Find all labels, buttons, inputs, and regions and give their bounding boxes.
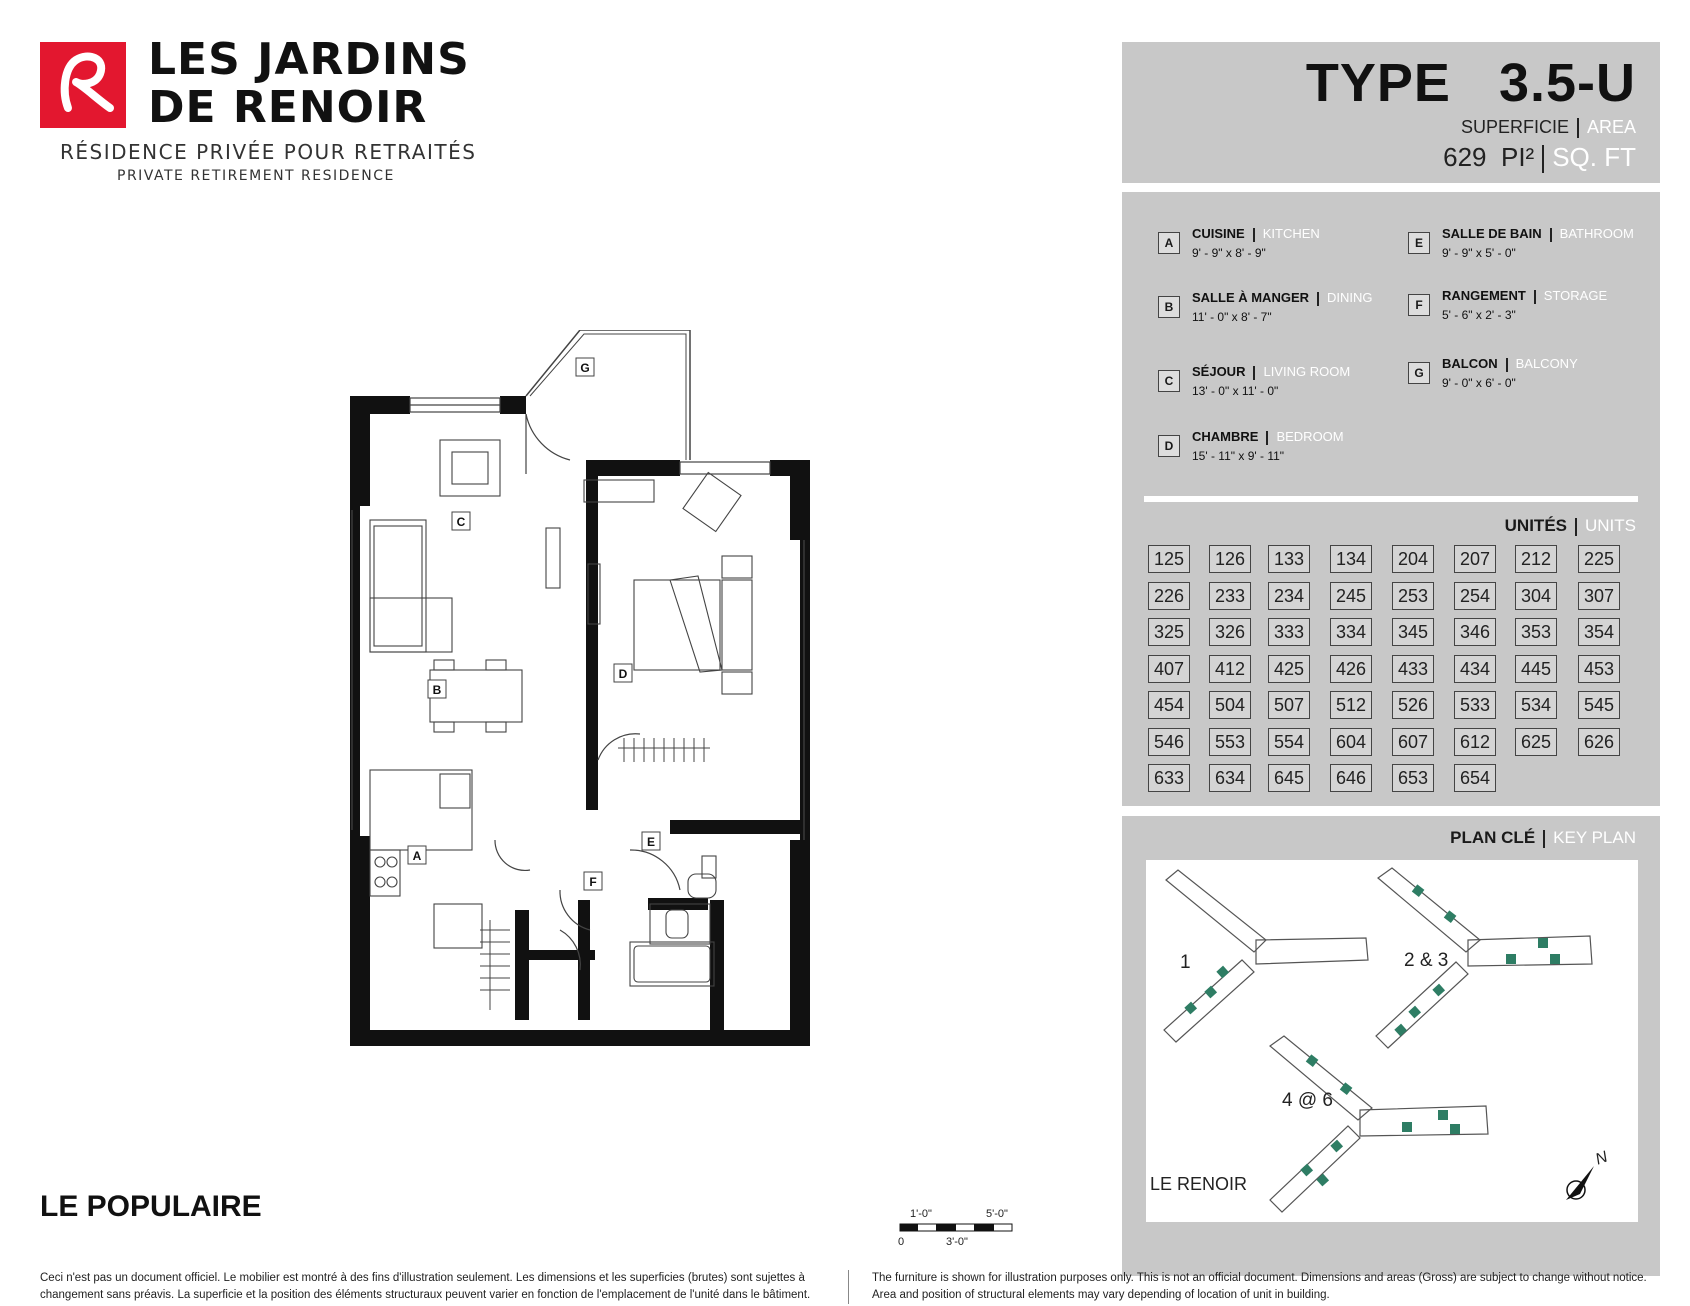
- floorplan-label-text: C: [456, 515, 466, 529]
- scale-bar-graphic: [898, 1222, 1018, 1234]
- keyplan-wing: [1166, 870, 1266, 952]
- separator: [1317, 292, 1319, 306]
- unit-cell: 626: [1578, 728, 1620, 756]
- unit-cell: 553: [1209, 728, 1251, 756]
- unit-cell: 612: [1454, 728, 1496, 756]
- separator: [1253, 366, 1255, 380]
- unit-cell: 504: [1209, 691, 1251, 719]
- keyplan-title: [1450, 828, 1636, 848]
- unit-cell: 253: [1392, 582, 1434, 610]
- unit-cell: 354: [1578, 618, 1620, 646]
- room-dimensions: 5' - 6" x 2' - 3": [1442, 308, 1516, 322]
- room-name-fr: BALCON: [1442, 356, 1498, 371]
- room-name-fr: RANGEMENT: [1442, 288, 1526, 303]
- floorplan-label-e: [642, 832, 660, 850]
- model-name: LE POPULAIRE: [40, 1190, 262, 1223]
- keyplan-wing: [1468, 936, 1592, 966]
- area-value: 629: [1443, 142, 1487, 172]
- type-label: TYPE: [1305, 53, 1451, 113]
- room-name: [1442, 288, 1607, 304]
- keyplan-map: [1146, 860, 1638, 1222]
- unit-cell: 134: [1330, 545, 1372, 573]
- r-logo-icon: [40, 42, 126, 128]
- room-dimensions: 9' - 9" x 5' - 0": [1442, 246, 1516, 260]
- disclaimer-en: [872, 1270, 1672, 1304]
- unit-cell: 125: [1148, 545, 1190, 573]
- room-name: [1192, 364, 1350, 380]
- room-name: [1442, 226, 1634, 242]
- keyplan-wing: [1378, 868, 1480, 952]
- scale-label-zero: 0: [898, 1236, 905, 1248]
- disclaimer-en-line1: The furniture is shown for illustration purposes only. This is not an official document. Dimensions and areas (Gross) are subject to change without notice.: [872, 1272, 1647, 1284]
- rooms-panel: [1122, 192, 1660, 806]
- unit-cell: 646: [1330, 764, 1372, 792]
- room-name: [1192, 290, 1373, 306]
- brand-title-line2: DE RENOIR: [148, 82, 428, 133]
- area-label-fr: SUPERFICIE: [1460, 117, 1569, 137]
- disclaimer-divider: [848, 1270, 849, 1304]
- unit-cell: 304: [1515, 582, 1557, 610]
- floorplan-label-c: [452, 512, 470, 530]
- unit-cell: 345: [1392, 618, 1434, 646]
- room-dimensions: 11' - 0" x 8' - 7": [1192, 310, 1272, 324]
- unit-cell: 334: [1330, 618, 1372, 646]
- keyplan-title-en: KEY PLAN: [1553, 828, 1636, 847]
- unit-cell: 325: [1148, 618, 1190, 646]
- keyplan-label-building-4-6: 4 @ 6: [1282, 1090, 1333, 1111]
- room-name-en: BEDROOM: [1276, 429, 1344, 444]
- scale-label-mid: 3'-0": [946, 1236, 968, 1248]
- keyplan-wing: [1256, 938, 1368, 964]
- room-letter-badge: E: [1408, 232, 1430, 254]
- separator: [1506, 358, 1508, 372]
- floorplan-label-text: F: [589, 875, 597, 889]
- room-name-en: KITCHEN: [1262, 226, 1320, 241]
- unit-cell: 526: [1392, 691, 1434, 719]
- scale-label-top-right: 5'-0": [986, 1208, 1008, 1220]
- disclaimer-fr: [40, 1270, 840, 1304]
- room-name: [1192, 226, 1320, 242]
- room-name-en: BALCONY: [1515, 356, 1578, 371]
- unit-cell: 204: [1392, 545, 1434, 573]
- separator: [1575, 518, 1577, 536]
- unit-cell: 226: [1148, 582, 1190, 610]
- room-dimensions: 9' - 9" x 8' - 9": [1192, 246, 1266, 260]
- units-title-fr: UNITÉS: [1504, 516, 1567, 535]
- area-unit-en: SQ. FT: [1552, 142, 1636, 172]
- room-dimensions: 9' - 0" x 6' - 0": [1442, 376, 1516, 390]
- room-name-en: BATHROOM: [1559, 226, 1634, 241]
- unit-cell: 653: [1392, 764, 1434, 792]
- unit-cell: 634: [1209, 764, 1251, 792]
- unit-cell: 607: [1392, 728, 1434, 756]
- room-letter-badge: C: [1158, 370, 1180, 392]
- keyplan-panel: [1122, 816, 1660, 1276]
- floorplan-label-f: [584, 872, 602, 890]
- unit-cell: 454: [1148, 691, 1190, 719]
- keyplan-label-building-2-3: 2 & 3: [1404, 950, 1449, 971]
- room-letter-badge: B: [1158, 296, 1180, 318]
- room-name-fr: SÉJOUR: [1192, 364, 1246, 379]
- unit-cell: 604: [1330, 728, 1372, 756]
- floor-plan: [330, 330, 810, 1050]
- unit-cell: 245: [1330, 582, 1372, 610]
- keyplan-building-name: LE RENOIR: [1150, 1174, 1248, 1194]
- unit-cell: 254: [1454, 582, 1496, 610]
- unit-cell: 546: [1148, 728, 1190, 756]
- unit-cell: 407: [1148, 655, 1190, 683]
- area-unit-fr: PI²: [1500, 142, 1535, 172]
- scale-label-top-left: 1'-0": [910, 1208, 932, 1220]
- floorplan-label-text: B: [432, 683, 442, 697]
- unit-cell: 512: [1330, 691, 1372, 719]
- north-arrow-icon: [1566, 1166, 1594, 1200]
- type-panel: [1122, 42, 1660, 183]
- room-name-en: LIVING ROOM: [1263, 364, 1351, 379]
- floorplan-label-b: [428, 680, 446, 698]
- unit-cell: 445: [1515, 655, 1557, 683]
- floorplan-label-g: [576, 358, 594, 376]
- unit-cell: 434: [1454, 655, 1496, 683]
- separator: [1534, 290, 1536, 304]
- room-letter-badge: F: [1408, 294, 1430, 316]
- unit-cell: 234: [1268, 582, 1310, 610]
- unit-cell: 126: [1209, 545, 1251, 573]
- separator: [1550, 228, 1552, 242]
- unit-cell: 212: [1515, 545, 1557, 573]
- area-labels: [1461, 117, 1636, 138]
- unit-cell: 453: [1578, 655, 1620, 683]
- unit-cell: 346: [1454, 618, 1496, 646]
- separator: [1542, 145, 1544, 173]
- panel-divider: [1144, 496, 1638, 502]
- disclaimer-fr-line1: Ceci n'est pas un document officiel. Le mobilier est montré à des fins d'illustration seulement. Les dimensions et les superficies (brutes) sont sujettes à: [40, 1272, 805, 1284]
- unit-cell: 533: [1454, 691, 1496, 719]
- brand-subtitle-fr: RÉSIDENCE PRIVÉE POUR RETRAITÉS: [60, 140, 477, 164]
- floorplan-label-d: [614, 664, 632, 682]
- brand-subtitle-en: PRIVATE RETIREMENT RESIDENCE: [117, 168, 395, 184]
- unit-cell: 353: [1515, 618, 1557, 646]
- floorplan-label-text: E: [646, 835, 656, 849]
- unit-cell: 233: [1209, 582, 1251, 610]
- separator: [1253, 228, 1255, 242]
- unit-cell: 433: [1392, 655, 1434, 683]
- unit-cell: 133: [1268, 545, 1310, 573]
- floorplan-label-text: G: [580, 361, 590, 375]
- unit-cell: 426: [1330, 655, 1372, 683]
- keyplan-drawing: [1146, 860, 1638, 1222]
- unit-type-title: [1306, 52, 1636, 114]
- keyplan-title-fr: PLAN CLÉ: [1450, 828, 1536, 847]
- unit-cell: 425: [1268, 655, 1310, 683]
- floorplan-label-a: [408, 846, 426, 864]
- unit-cell: 307: [1578, 582, 1620, 610]
- unit-cell: 645: [1268, 764, 1310, 792]
- room-name: [1442, 356, 1578, 372]
- unit-cell: 545: [1578, 691, 1620, 719]
- room-name-en: DINING: [1327, 290, 1373, 305]
- unit-cell: 412: [1209, 655, 1251, 683]
- room-name: [1192, 429, 1344, 445]
- floorplan-label-text: A: [412, 849, 422, 863]
- brand-title-line1: LES JARDINS: [148, 34, 470, 85]
- room-dimensions: 13' - 0" x 11' - 0": [1192, 384, 1279, 398]
- keyplan-wing: [1164, 960, 1254, 1042]
- unit-cell: 625: [1515, 728, 1557, 756]
- separator: [1266, 431, 1268, 445]
- room-name-fr: CHAMBRE: [1192, 429, 1259, 444]
- area-label-en: AREA: [1586, 117, 1636, 137]
- area-values: [1443, 142, 1636, 173]
- brand-title: [148, 36, 470, 132]
- separator: [1543, 830, 1545, 848]
- unit-cell: 333: [1268, 618, 1310, 646]
- unit-cell: 633: [1148, 764, 1190, 792]
- unit-cell: 554: [1268, 728, 1310, 756]
- unit-cell: 534: [1515, 691, 1557, 719]
- unit-cell: 507: [1268, 691, 1310, 719]
- floorplan-label-text: D: [618, 667, 628, 681]
- units-title: [1505, 516, 1636, 536]
- room-letter-badge: G: [1408, 362, 1430, 384]
- keyplan-label-building-1: 1: [1180, 952, 1191, 973]
- keyplan-wing: [1376, 962, 1468, 1048]
- north-label: N: [1593, 1148, 1610, 1169]
- room-letter-badge: D: [1158, 435, 1180, 457]
- separator: [1577, 118, 1579, 138]
- disclaimer-en-line2: Area and position of structural elements may vary depending of location of unit in building.: [872, 1289, 1330, 1301]
- unit-cell: 207: [1454, 545, 1496, 573]
- keyplan-wing: [1360, 1106, 1488, 1136]
- disclaimer-fr-line2: changement sans préavis. La superficie et la position des éléments structuraux peuvent varier en fonction de l'emplacement de l'unité dans le bâtiment.: [40, 1289, 811, 1301]
- type-code: 3.5-U: [1498, 53, 1636, 113]
- room-name-en: STORAGE: [1543, 288, 1608, 303]
- room-dimensions: 15' - 11" x 9' - 11": [1192, 449, 1285, 463]
- room-letter-badge: A: [1158, 232, 1180, 254]
- unit-cell: 225: [1578, 545, 1620, 573]
- brand-logo-mark: [40, 42, 126, 128]
- room-name-fr: SALLE À MANGER: [1192, 290, 1309, 305]
- scale-bar: [898, 1208, 1028, 1258]
- keyplan-wing: [1270, 1126, 1360, 1212]
- units-title-en: UNITS: [1585, 516, 1636, 535]
- room-name-fr: CUISINE: [1192, 226, 1245, 241]
- room-name-fr: SALLE DE BAIN: [1442, 226, 1542, 241]
- unit-cell: 326: [1209, 618, 1251, 646]
- unit-cell: 654: [1454, 764, 1496, 792]
